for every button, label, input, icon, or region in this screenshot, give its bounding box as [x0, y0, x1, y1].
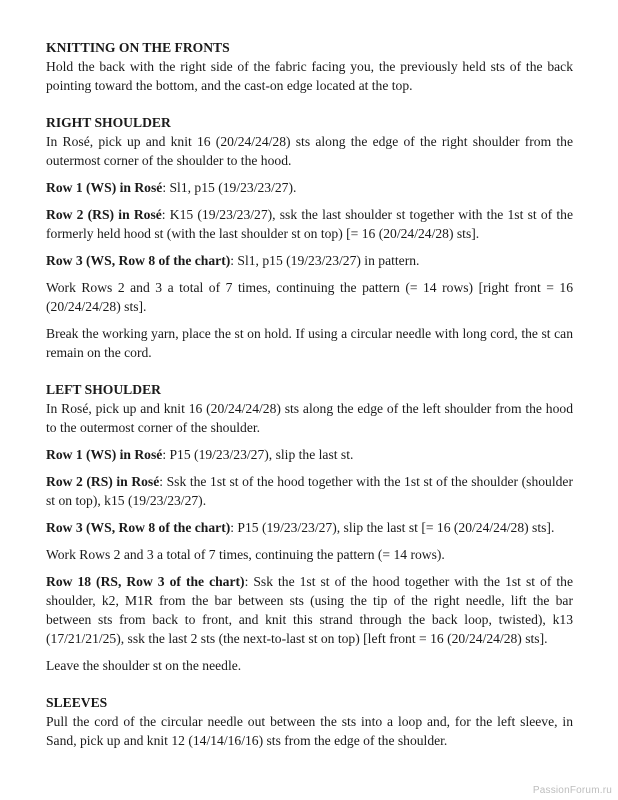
paragraph-text: : Ssk the 1st st of the hood together with the 1st st of the shoulder (shoulder st on top), k15 (19/23/23/27). — [46, 474, 573, 508]
section-sleeves — [46, 693, 573, 750]
paragraph — [46, 545, 573, 564]
paragraph-text: : P15 (19/23/23/27), slip the last st. — [162, 447, 354, 462]
paragraph-text: : Sl1, p15 (19/23/23/27) in pattern. — [230, 253, 420, 268]
paragraph — [46, 472, 573, 510]
paragraph — [46, 57, 573, 95]
row-label: Row 2 (RS) in Rosé — [46, 207, 162, 222]
paragraph — [46, 712, 573, 750]
section-heading: LEFT SHOULDER — [46, 382, 161, 397]
paragraph-text: : Sl1, p15 (19/23/23/27). — [162, 180, 297, 195]
paragraph — [46, 251, 573, 270]
section-right-shoulder — [46, 113, 573, 362]
row-label: Row 3 (WS, Row 8 of the chart) — [46, 520, 231, 535]
paragraph-text: In Rosé, pick up and knit 16 (20/24/24/28) sts along the edge of the left shoulder from the hood to the outermost corner of the shoulder. — [46, 401, 573, 435]
paragraph-text: Work Rows 2 and 3 a total of 7 times, continuing the pattern (= 14 rows) [right front = 16 (20/24/24/28) sts]. — [46, 280, 573, 314]
paragraph — [46, 178, 573, 197]
paragraph — [46, 132, 573, 170]
paragraph — [46, 205, 573, 243]
row-label: Row 1 (WS) in Rosé — [46, 447, 163, 462]
row-label: Row 2 (RS) in Rosé — [46, 474, 160, 489]
paragraph-text: Pull the cord of the circular needle out between the sts into a loop and, for the left sleeve, in Sand, pick up and knit 12 (14/14/16/16) sts from the edge of the shoulder. — [46, 714, 573, 748]
paragraph-text: : K15 (19/23/23/27), ssk the last shoulder st together with the 1st st of the formerly held hood st (with the last shoulder st on top) [= 16 (20/24/24/28) sts]. — [46, 207, 573, 241]
paragraph — [46, 572, 573, 648]
section-left-shoulder — [46, 380, 573, 675]
watermark: PassionForum.ru — [532, 785, 612, 796]
paragraph — [46, 518, 573, 537]
row-label: Row 1 (WS) in Rosé — [46, 180, 163, 195]
paragraph — [46, 445, 573, 464]
paragraph — [46, 656, 573, 675]
row-label: Row 18 (RS, Row 3 of the chart) — [46, 574, 245, 589]
paragraph-text: Break the working yarn, place the st on hold. If using a circular needle with long cord, the st can remain on the cord. — [46, 326, 573, 360]
section-heading: KNITTING ON THE FRONTS — [46, 40, 230, 55]
paragraph-text: : P15 (19/23/23/27), slip the last st [= 16 (20/24/24/28) sts]. — [230, 520, 555, 535]
paragraph-text: Hold the back with the right side of the fabric facing you, the previously held sts of the back pointing toward the bottom, and the cast-on edge located at the top. — [46, 59, 573, 93]
document-page — [46, 38, 573, 758]
paragraph — [46, 278, 573, 316]
paragraph — [46, 324, 573, 362]
paragraph-text: Leave the shoulder st on the needle. — [46, 658, 242, 673]
paragraph-text: Work Rows 2 and 3 a total of 7 times, continuing the pattern (= 14 rows). — [46, 547, 445, 562]
section-heading: SLEEVES — [46, 695, 108, 710]
section-heading: RIGHT SHOULDER — [46, 115, 171, 130]
section-knitting-on-the-fronts — [46, 38, 573, 95]
paragraph-text: : Ssk the 1st st of the hood together with the 1st st of the shoulder, k2, M1R from the bar between sts (using the tip of the right needle, lift the bar between sts from back to front, and knit this strand through the back loop, twisted), k13 (17/21/21/25), ssk the last 2 sts (the next-to-last st on top) [left front = 16 (20/24/24/28) sts]. — [46, 574, 573, 646]
paragraph-text: In Rosé, pick up and knit 16 (20/24/24/28) sts along the edge of the right shoulder from the outermost corner of the shoulder to the hood. — [46, 134, 573, 168]
row-label: Row 3 (WS, Row 8 of the chart) — [46, 253, 231, 268]
paragraph — [46, 399, 573, 437]
